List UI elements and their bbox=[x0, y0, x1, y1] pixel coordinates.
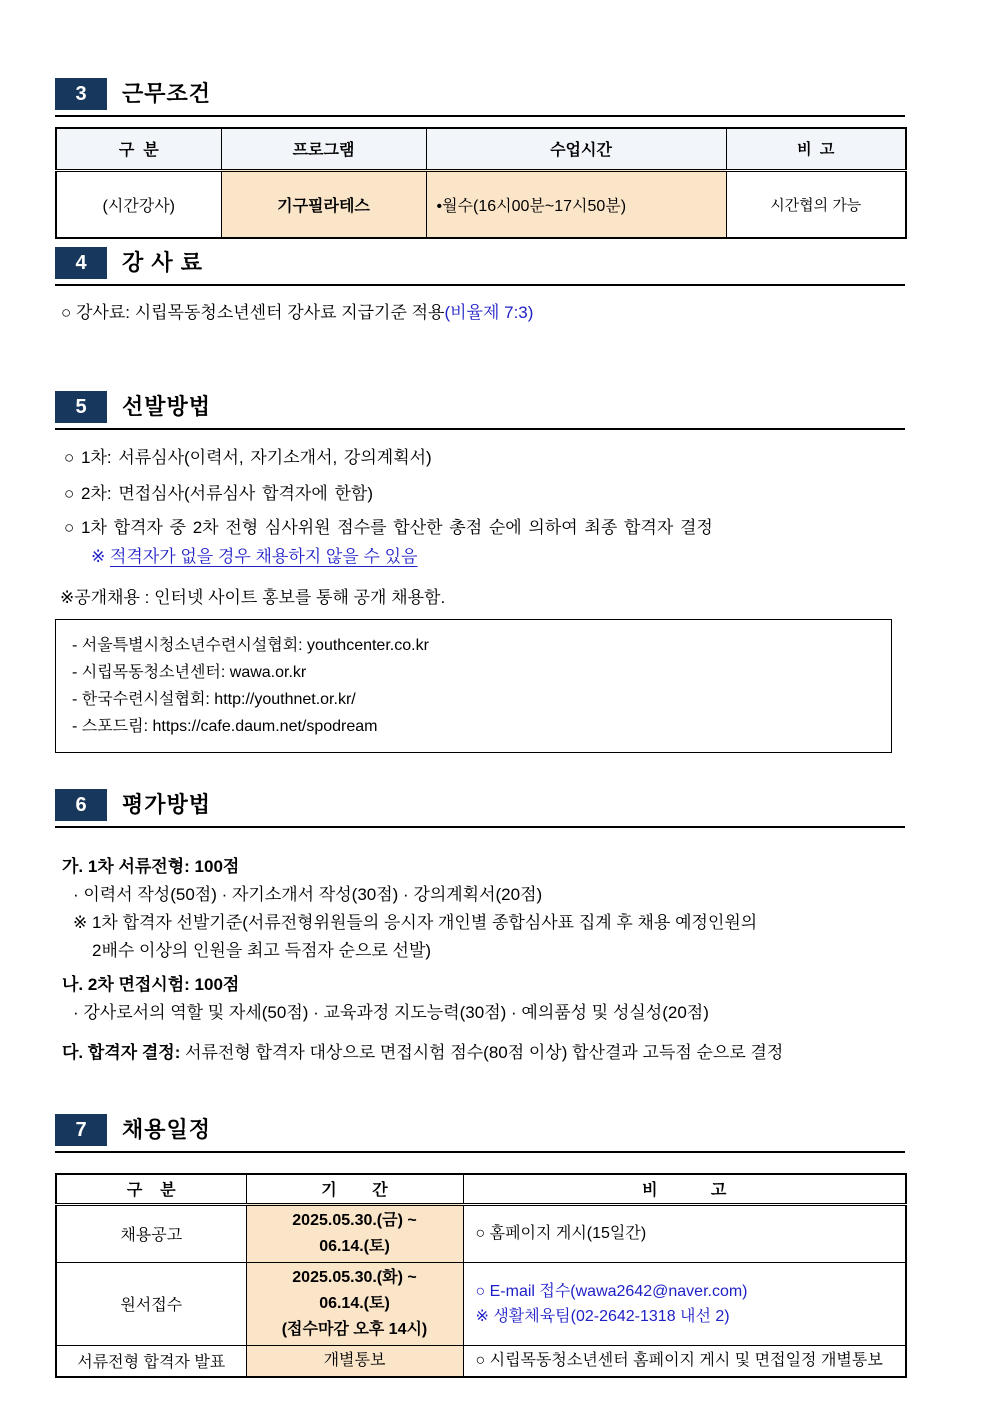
fee-text: ○ 강사료: 시립목동청소년센터 강사료 지급기준 적용 bbox=[61, 303, 445, 322]
section-number-badge: 7 bbox=[55, 1114, 107, 1146]
selection-item-2: ○ 2차: 면접심사(서류심사 합격자에 한함) bbox=[64, 484, 373, 503]
note-text: 적격자가 없을 경우 채용하지 않을 수 있음 bbox=[109, 547, 418, 566]
section-title: 강 사 료 bbox=[122, 250, 203, 275]
site-link-spodream: - 스포드림: https://cafe.daum.net/spodream bbox=[72, 718, 378, 735]
cell-note bbox=[463, 1345, 906, 1377]
cell-program: 기구필라테스 bbox=[221, 170, 426, 238]
first-round-note-line2: 2배수 이상의 인원을 최고 득점자 순으로 선발) bbox=[92, 941, 432, 960]
recruitment-sites-box bbox=[55, 619, 892, 753]
first-round-criteria: · 이력서 작성(50점) · 자기소개서 작성(30점) · 강의계획서(20점) bbox=[73, 885, 543, 904]
site-link-wawa: - 시립목동청소년센터: wawa.or.kr bbox=[72, 664, 307, 681]
section-header-working-conditions bbox=[55, 78, 905, 117]
period-line: 2025.05.30.(금) ~ bbox=[292, 1211, 417, 1229]
cell-category: 채용공고 bbox=[56, 1204, 246, 1262]
evaluation-block bbox=[55, 856, 905, 1064]
first-round-note-line1: ※ 1차 합격자 선발기준(서류전형위원들의 응시자 개인별 종합심사표 집계 후 채용 예정인원의 bbox=[73, 913, 758, 932]
final-decision-label: 다. 합격자 결정: bbox=[62, 1043, 181, 1062]
col-header-period: 기 간 bbox=[246, 1174, 463, 1204]
period-line: 2025.05.30.(화) ~ bbox=[292, 1268, 417, 1286]
selection-item-1: ○ 1차: 서류심사(이력서, 자기소개서, 강의계획서) bbox=[64, 448, 432, 467]
cell-category: 원서접수 bbox=[56, 1262, 246, 1345]
section-number-badge: 3 bbox=[55, 78, 107, 110]
section-header-recruitment-schedule bbox=[55, 1114, 905, 1153]
col-header-note: 비 고 bbox=[726, 128, 906, 170]
final-decision-text: 서류전형 합격자 대상으로 면접시험 점수(80점 이상) 합산결과 고득점 순으로 결정 bbox=[180, 1043, 784, 1062]
email-note-line: ○ E-mail 접수(wawa2642@naver.com) bbox=[475, 1282, 748, 1300]
note-line: ○ 시립목동청소년센터 홈페이지 게시 및 면접일정 개별통보 bbox=[475, 1352, 883, 1369]
section-number-badge: 5 bbox=[55, 391, 107, 423]
working-conditions-table bbox=[55, 127, 907, 239]
cell-note: 시간협의 가능 bbox=[726, 170, 906, 238]
section-number-badge: 6 bbox=[55, 789, 107, 821]
section-title: 채용일정 bbox=[122, 1117, 212, 1142]
cell-note bbox=[463, 1204, 906, 1262]
table-row-announcement bbox=[56, 1204, 906, 1262]
selection-caution-note bbox=[91, 545, 905, 569]
cell-class-time: •월수(16시00분~17시50분) bbox=[426, 170, 726, 238]
cell-category: (시간강사) bbox=[56, 170, 221, 238]
final-decision-line bbox=[62, 1042, 905, 1064]
table-header-row bbox=[56, 128, 906, 170]
col-header-category: 구 분 bbox=[56, 128, 221, 170]
cell-period bbox=[246, 1345, 463, 1377]
col-header-note: 비 고 bbox=[463, 1174, 906, 1204]
document-content bbox=[55, 0, 905, 1378]
section-number-badge: 4 bbox=[55, 247, 107, 279]
col-header-program: 프로그램 bbox=[221, 128, 426, 170]
open-recruitment-line: ※공개채용 : 인터넷 사이트 홍보를 통해 공개 채용함. bbox=[60, 588, 446, 607]
cell-category: 서류전형 합격자 발표 bbox=[56, 1345, 246, 1377]
section-title: 근무조건 bbox=[122, 81, 212, 106]
section-header-evaluation-method bbox=[55, 789, 905, 828]
section-title: 선발방법 bbox=[122, 394, 212, 419]
second-round-title: 나. 2차 면접시험: 100점 bbox=[62, 975, 240, 994]
table-row-result-announcement bbox=[56, 1345, 906, 1377]
section-header-instructor-fee bbox=[55, 247, 905, 286]
col-header-category: 구 분 bbox=[56, 1174, 246, 1204]
fee-ratio-highlight: (비율제 7:3) bbox=[444, 303, 534, 322]
fee-statement bbox=[61, 301, 905, 325]
period-line: (접수마감 오후 14시) bbox=[281, 1320, 428, 1338]
col-header-class-time: 수업시간 bbox=[426, 128, 726, 170]
section-title: 평가방법 bbox=[122, 792, 212, 817]
table-header-row bbox=[56, 1174, 906, 1204]
period-line: 개별통보 bbox=[323, 1351, 386, 1369]
table-row bbox=[56, 170, 906, 238]
second-round-criteria: · 강사로서의 역할 및 자세(50점) · 교육과정 지도능력(30점) · 예의품성 및 성실성(20점) bbox=[73, 1003, 709, 1022]
selection-item-3: ○ 1차 합격자 중 2차 전형 심사위원 점수를 합산한 총점 순에 의하여 최종 합격자 결정 bbox=[64, 518, 713, 537]
site-link-youthcenter: - 서울특별시청소년수련시설협회: youthcenter.co.kr bbox=[72, 637, 429, 654]
note-line: ○ 홈페이지 게시(15일간) bbox=[475, 1225, 647, 1242]
cell-period bbox=[246, 1262, 463, 1345]
cell-period bbox=[246, 1204, 463, 1262]
period-line: 06.14.(토) bbox=[319, 1237, 390, 1255]
cell-note bbox=[463, 1262, 906, 1345]
period-line: 06.14.(토) bbox=[319, 1294, 390, 1312]
table-row-application bbox=[56, 1262, 906, 1345]
site-link-youthnet: - 한국수련시설협회: http://youthnet.or.kr/ bbox=[72, 691, 356, 708]
first-round-title: 가. 1차 서류전형: 100점 bbox=[62, 857, 240, 876]
recruitment-schedule-table bbox=[55, 1173, 907, 1378]
section-header-selection-method bbox=[55, 391, 905, 430]
phone-note-line: ※ 생활체육팀(02-2642-1318 내선 2) bbox=[475, 1307, 730, 1325]
note-marker: ※ bbox=[91, 547, 110, 566]
